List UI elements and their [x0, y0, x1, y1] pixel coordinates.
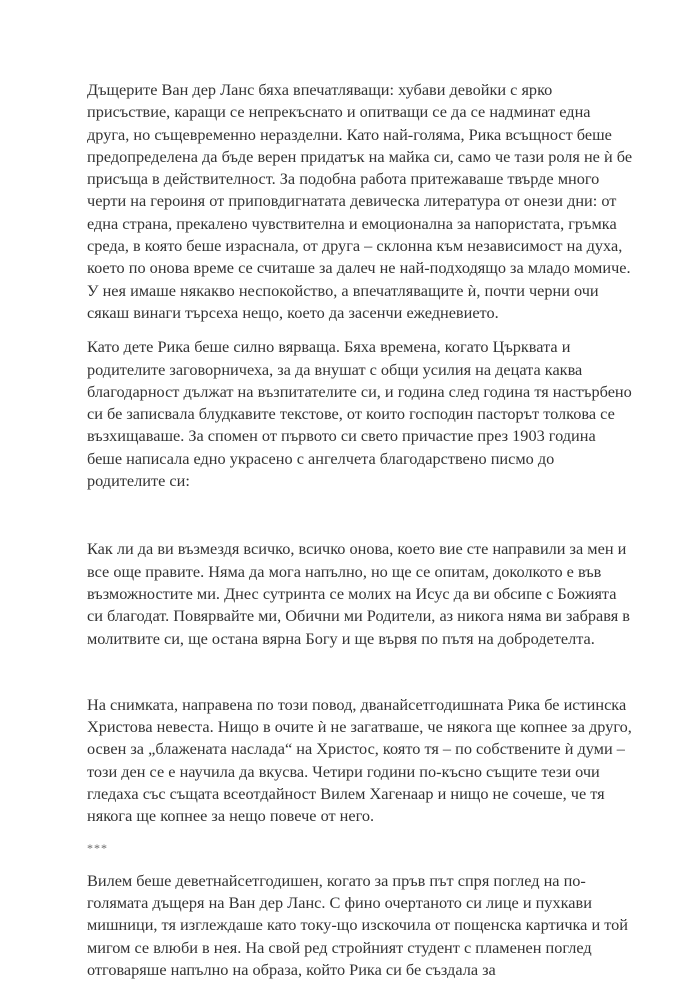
quoted-letter: Как ли да ви възмездя всичко, всичко онова, което вие сте направили за мен и все още правите. Няма да мога напълно, но ще се опитам, доколкото е във възможностите ми. Днес сутринта се молих на Исус да ви обсипе с Божията си благодат. Повярвайте ми, Обични ми Родители, аз никога няма ви забравя в молитвите си, ще остана вярна Богу и ще вървя по пътя на добродетелта. — [87, 539, 630, 648]
paragraph-2: Като дете Рика беше силно вярваща. Бяха времена, когато Църквата и родителите заговорничеха, за да внушат с общи усилия на децата каква благодарност дължат на възпитателите си, и година след година тя настърбено си бе записвала блудкавите текстове, от които господин пасторът толкова се възхищаваше. За спомен от първото си свето причастие през 1903 година беше написала едно украсено с ангелчета благодарствено писмо до родителите си: — [87, 337, 632, 491]
section-separator: *** — [87, 840, 108, 855]
paragraph-5: Вилем беше деветнайсетгодишен, когато за пръв път спря поглед на по-голямата дъщеря на Ван дер Ланс. С фино очертаното си лице и пухкави мишници, тя изглеждаше като току-що изскочила от пощенска картичка и той мигом се влюби в нея. На свой ред стройният студент с пламенен поглед отговаряше напълно на образа, който Рика си бе създала за — [87, 870, 629, 979]
document-body — [87, 79, 633, 981]
paragraph-4: На снимката, направена по този повод, дванайсетгодишната Рика бе истинска Христова невеста. Нищо в очите ѝ не загатваше, че някога ще копнее за друго, освен за „блажената наслада“ на Христос, която тя – по собствените ѝ думи – този ден се е научила да вкусва. Четири години по-късно същите тези очи гледаха със същата всеотдайност Вилем Хагенаар и нищо не сочеше, че тя някога ще копнее за нещо повече от него. — [87, 694, 632, 826]
paragraph-1: Дъщерите Ван дер Ланс бяха впечатляващи: хубави девойки с ярко присъствие, каращи се непрекъснато и опитващи се да се надминат една друга, но същевременно неразделни. Като най-голяма, Рика всъщност беше предопределена да бъде верен придатък на майка си, само че тази роля не ѝ бе присъща в действителност. За подобна работа притежаваше твърде много черти на героиня от приповдигнатата девическа литература от онези дни: от една страна, прекалено чувствителна и емоционална за напористата, гръмка среда, в която беше израснала, от друга – склонна към независимост на духа, което по онова време се считаше за далеч не най-подходящо за младо момиче. У нея имаше някакво неспокойство, а впечатляващите ѝ, почти черни очи сякаш винаги търсеха нещо, което да засенчи ежедневието. — [87, 80, 633, 322]
